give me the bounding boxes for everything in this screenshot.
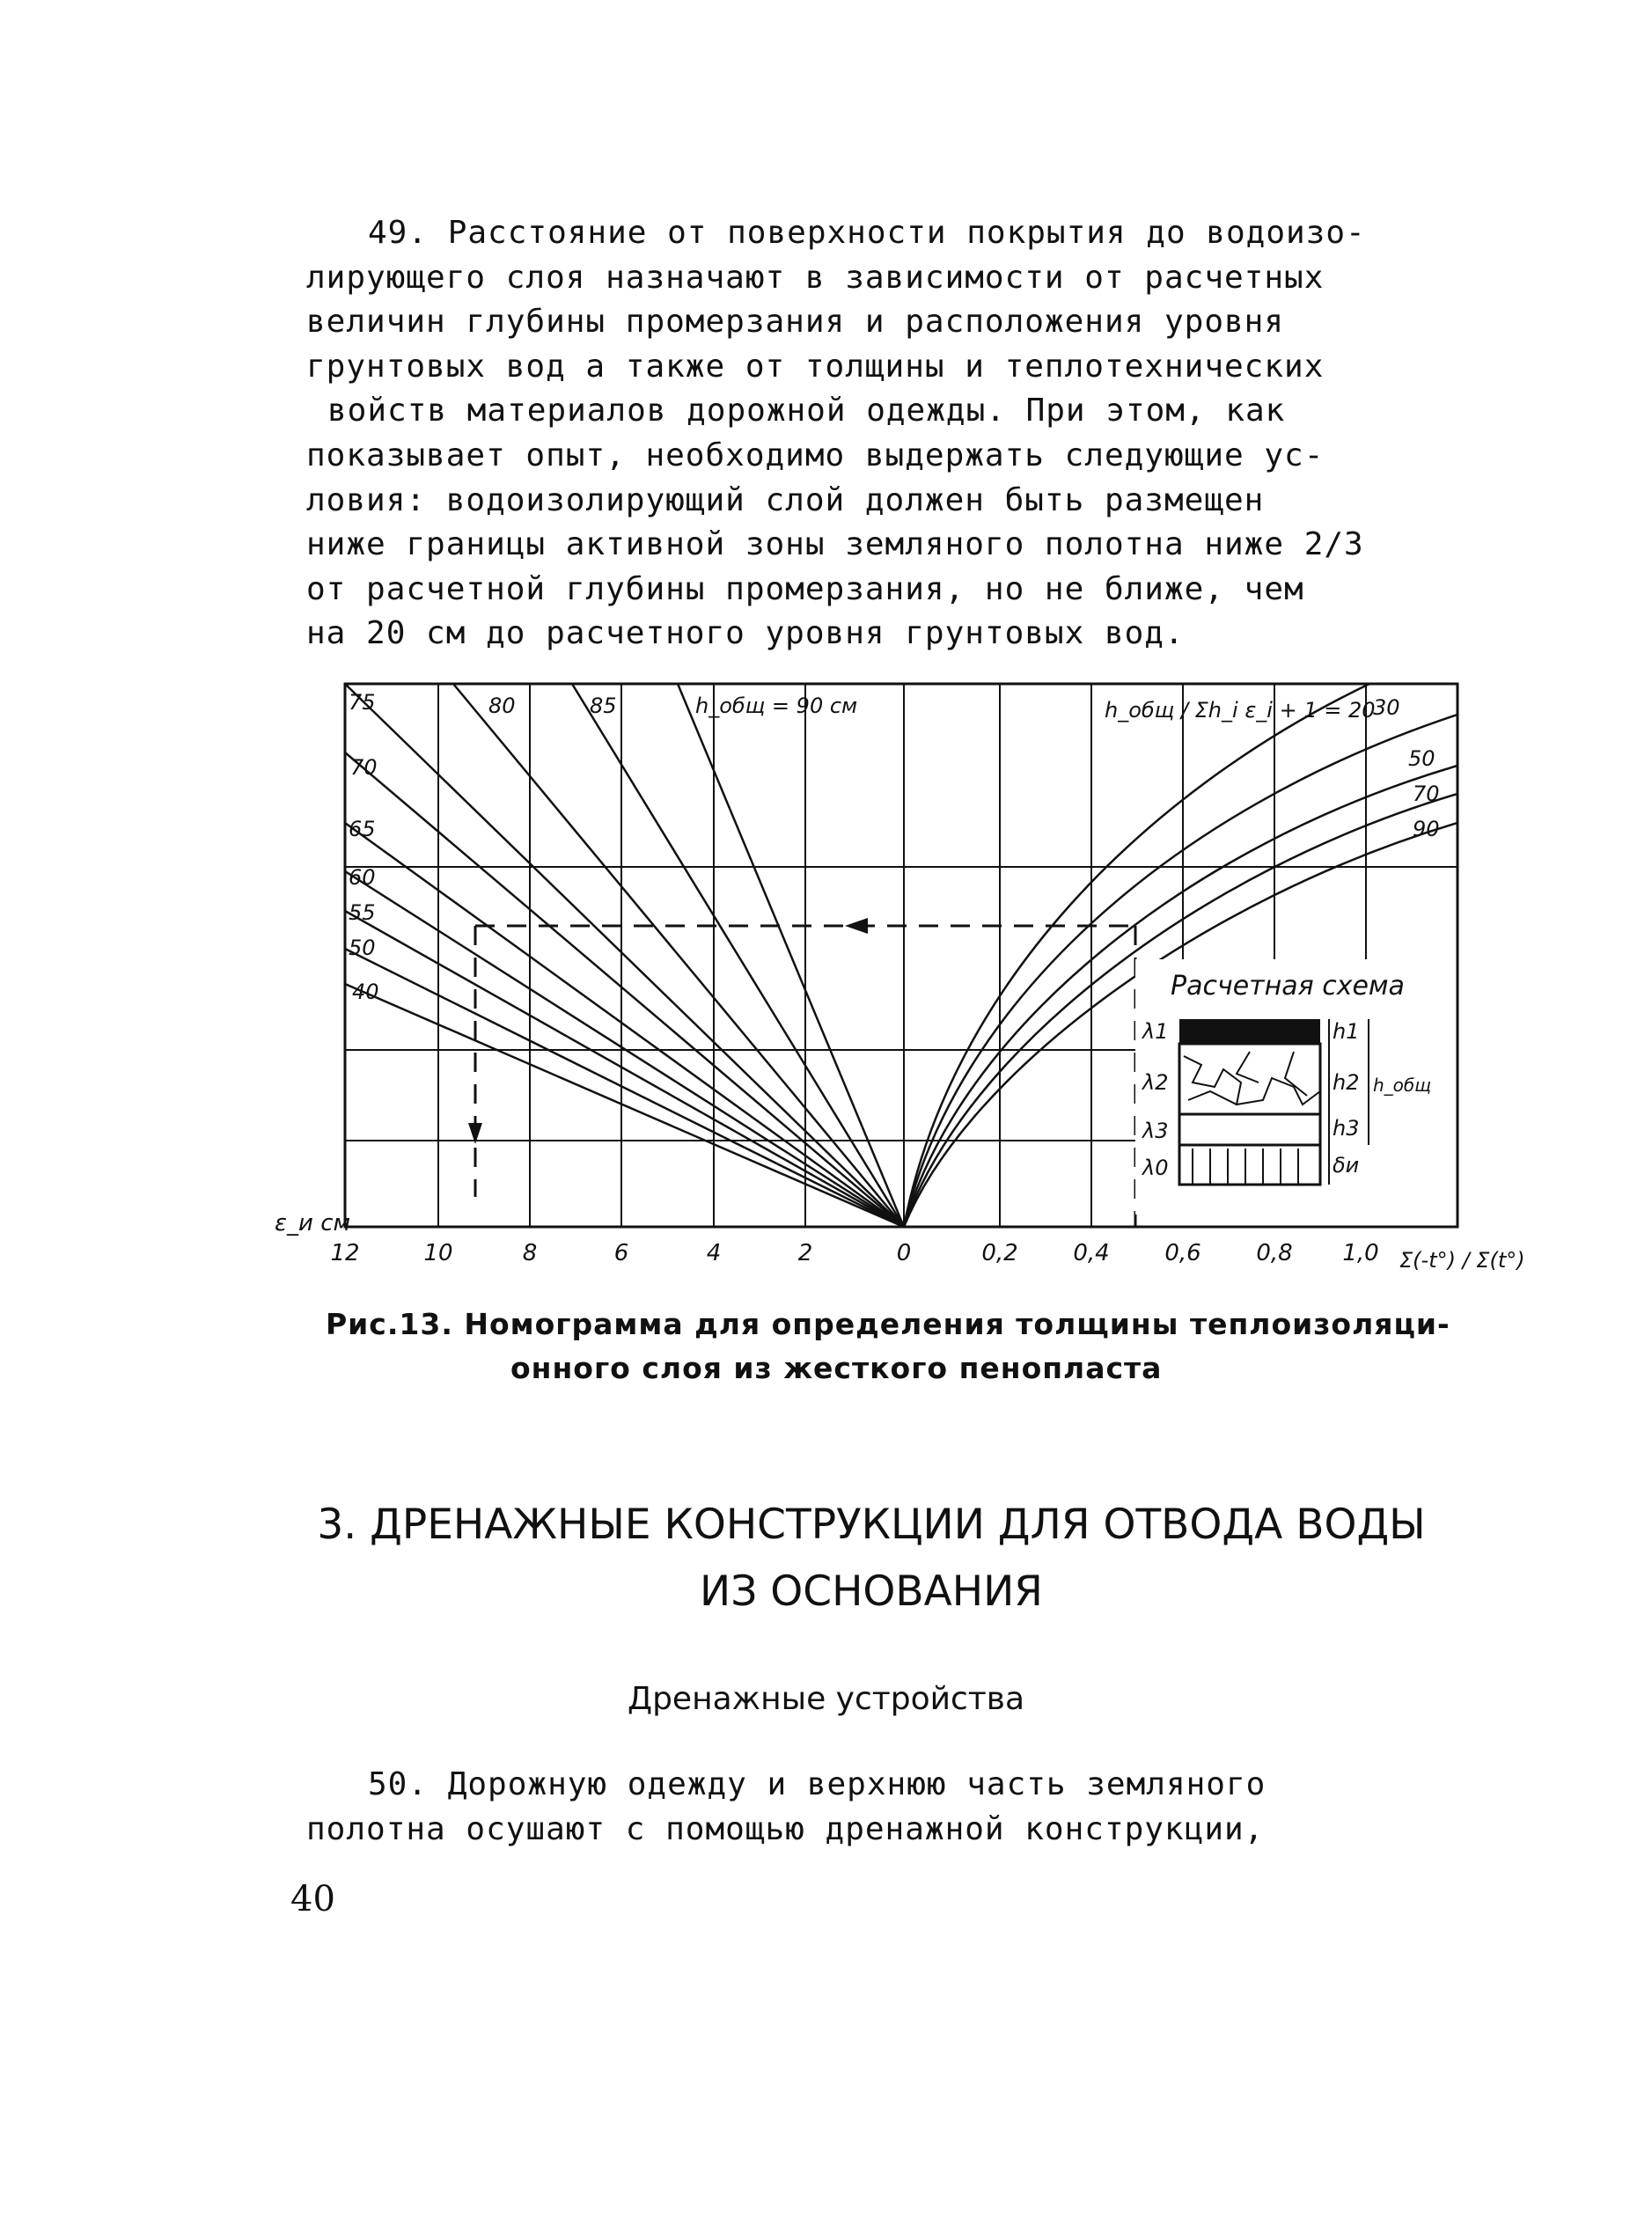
inset-right-label: δи bbox=[1333, 1153, 1360, 1178]
svg-text:10: 10 bbox=[423, 1240, 453, 1266]
section-title-line-2: ИЗ ОСНОВАНИЯ bbox=[700, 1567, 1043, 1616]
label-55: 55 bbox=[349, 900, 376, 925]
inset-right-label: h3 bbox=[1333, 1116, 1360, 1141]
inset-left-label: λ1 bbox=[1142, 1019, 1169, 1044]
x-axis-label-right: Σ(-t°) / Σ(t°) bbox=[1399, 1248, 1525, 1273]
paragraph-line: от расчетной глубины промерзания, но не ближе, чем bbox=[306, 570, 1304, 607]
inset-left-label: λ2 bbox=[1142, 1070, 1169, 1095]
page-number: 40 bbox=[290, 1879, 335, 1919]
paragraph-line: грунтовых вод а также от толщины и теплотехнических bbox=[306, 348, 1325, 385]
svg-text:4: 4 bbox=[706, 1240, 722, 1266]
layer-3 bbox=[1179, 1114, 1320, 1145]
fan-line-80 bbox=[453, 684, 904, 1227]
inset-calculation-scheme bbox=[1135, 959, 1431, 1215]
inset-total-label: h_общ bbox=[1373, 1075, 1432, 1096]
svg-text:12: 12 bbox=[330, 1240, 360, 1266]
label-70: 70 bbox=[1413, 782, 1440, 806]
label-30: 30 bbox=[1373, 695, 1400, 720]
svg-text:6: 6 bbox=[613, 1240, 629, 1266]
svg-text:0,6: 0,6 bbox=[1164, 1240, 1201, 1266]
label-90: 90 bbox=[1413, 817, 1440, 841]
inset-left-label: λ3 bbox=[1142, 1119, 1169, 1143]
svg-text:0: 0 bbox=[896, 1240, 912, 1266]
paragraph-line: показывает опыт, необходимо выдержать следующие ус- bbox=[306, 437, 1325, 473]
caption-line-1: Рис.13. Номограмма для определения толщины теплоизоляци- bbox=[326, 1307, 1450, 1341]
inset-right-label: h1 bbox=[1333, 1019, 1360, 1044]
label-75: 75 bbox=[349, 690, 376, 715]
svg-text:8: 8 bbox=[522, 1240, 538, 1266]
label-50: 50 bbox=[1408, 746, 1435, 771]
fan-line-40 bbox=[345, 984, 904, 1227]
arrow-left-icon bbox=[845, 918, 868, 934]
fan-line-55 bbox=[345, 911, 904, 1227]
x-axis-ticks-right bbox=[981, 1240, 1378, 1266]
label-65: 65 bbox=[349, 817, 376, 841]
paragraph-line: 49. Расстояние от поверхности покрытия до водоизо- bbox=[368, 215, 1366, 251]
paragraph-line: ниже границы активной зоны земляного полотна ниже 2/3 bbox=[306, 526, 1364, 563]
section-title bbox=[299, 1492, 1443, 1626]
section-title-line-1: 3. ДРЕНАЖНЫЕ КОНСТРУКЦИИ ДЛЯ ОТВОДА ВОДЫ bbox=[317, 1501, 1426, 1549]
paragraph-line: ловия: водоизолирующий слой должен быть размещен bbox=[306, 481, 1265, 518]
inset-title: Расчетная схема bbox=[1171, 971, 1405, 1002]
label-80: 80 bbox=[488, 694, 516, 718]
fan-line-75 bbox=[345, 684, 904, 1227]
formula-label: h_общ / Σh_i ε_i + 1 = 20 bbox=[1105, 698, 1376, 723]
svg-text:0,2: 0,2 bbox=[981, 1240, 1018, 1266]
paragraph-line: полотна осушают с помощью дренажной конструкции, bbox=[306, 1810, 1265, 1847]
left-fan-lines bbox=[345, 684, 904, 1227]
layer-1 bbox=[1179, 1019, 1320, 1044]
label-40: 40 bbox=[352, 980, 379, 1004]
inset-right-label: h2 bbox=[1333, 1070, 1360, 1095]
inset-left-label: λ0 bbox=[1142, 1156, 1169, 1180]
y-axis-label: ε_и см bbox=[275, 1210, 351, 1237]
caption-line-2: онного слоя из жесткого пенопласта bbox=[510, 1351, 1163, 1385]
paragraph-50 bbox=[306, 1763, 1468, 1852]
svg-text:0,4: 0,4 bbox=[1073, 1240, 1110, 1266]
paragraph-line: величин глубины промерзания и расположения уровня bbox=[306, 304, 1285, 341]
paragraph-line: на 20 см до расчетного уровня грунтовых вод. bbox=[306, 615, 1185, 652]
right-curve-labels bbox=[1105, 695, 1440, 841]
subheading: Дренажные устройства bbox=[627, 1681, 1025, 1717]
svg-text:1,0: 1,0 bbox=[1342, 1240, 1379, 1266]
paragraph-line: 50. Дорожную одежду и верхнюю часть земляного bbox=[368, 1766, 1267, 1802]
label-60: 60 bbox=[349, 865, 376, 890]
svg-text:0,8: 0,8 bbox=[1256, 1240, 1293, 1266]
label-50: 50 bbox=[349, 936, 376, 960]
paragraph-line: лирующего слоя назначают в зависимости от расчетных bbox=[306, 259, 1325, 296]
figure-caption bbox=[326, 1303, 1487, 1391]
label-90: h_общ = 90 см bbox=[695, 694, 858, 718]
x-axis-ticks-left bbox=[330, 1240, 911, 1266]
label-85: 85 bbox=[590, 694, 617, 718]
label-70: 70 bbox=[350, 755, 378, 780]
paragraph-line: войств материалов дорожной одежды. При этом, как bbox=[327, 393, 1286, 429]
svg-text:2: 2 bbox=[797, 1240, 813, 1266]
